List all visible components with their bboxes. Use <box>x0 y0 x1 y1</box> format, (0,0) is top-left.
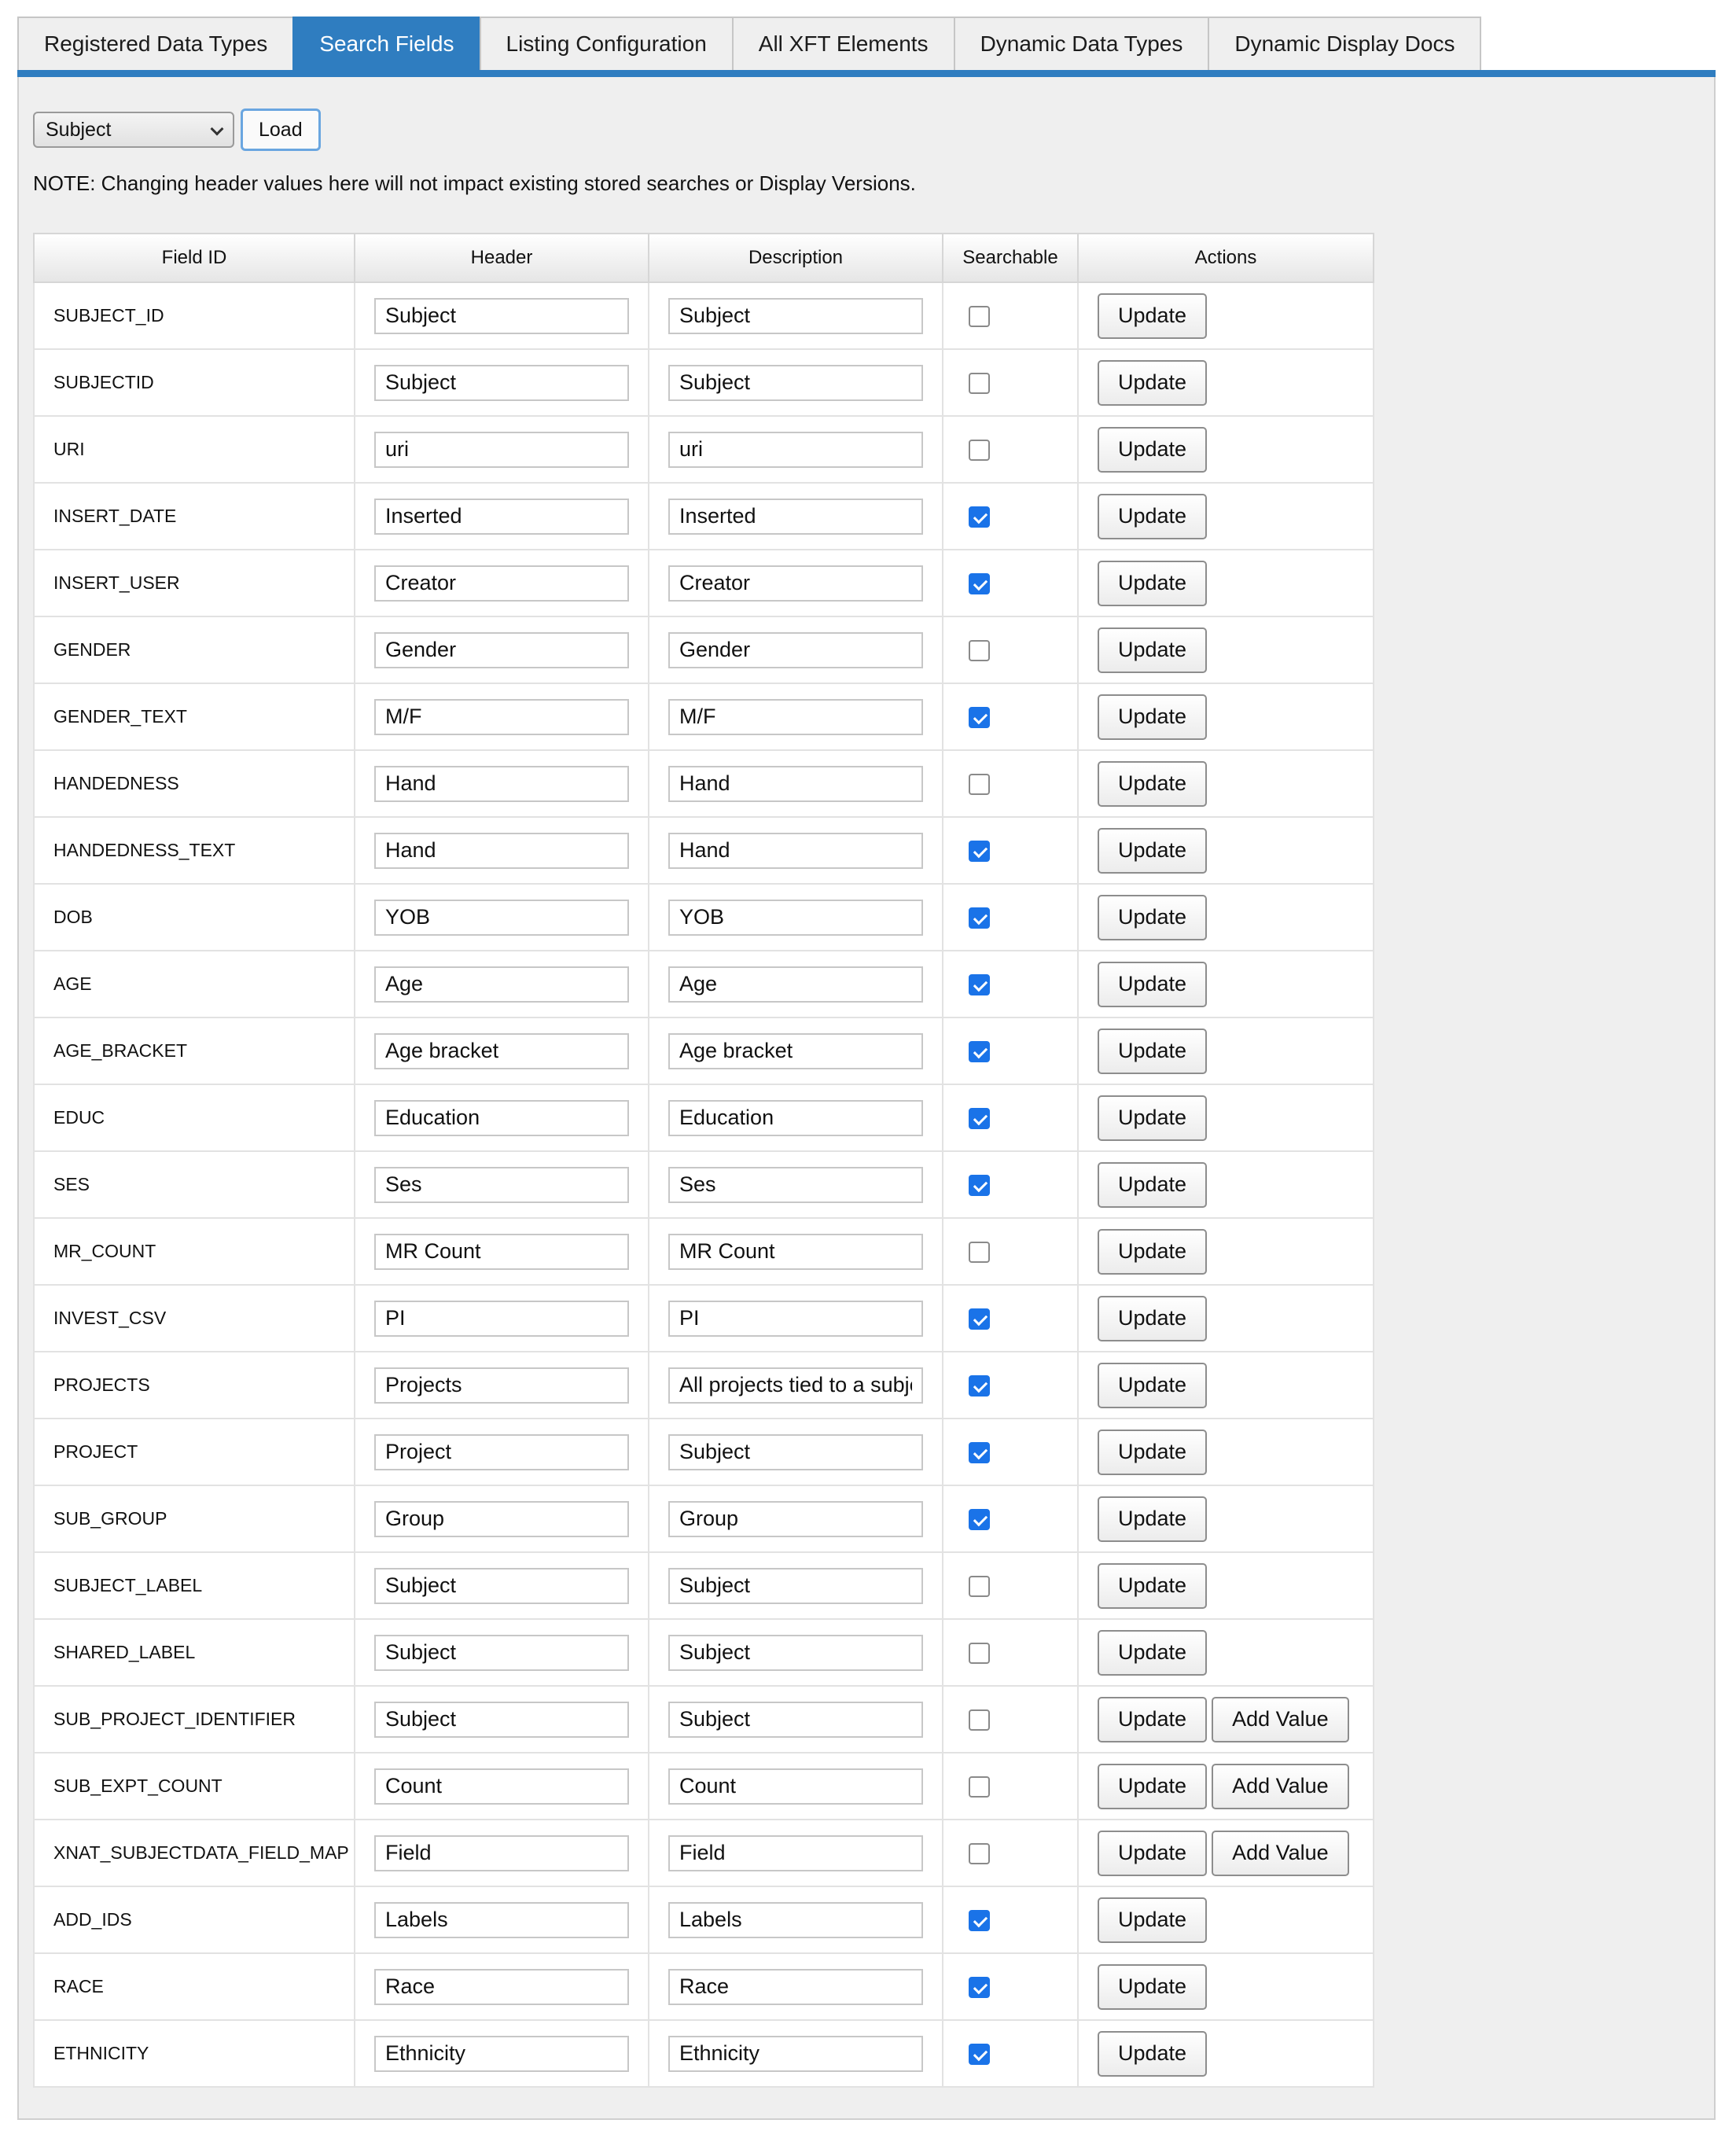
field-id-cell: GENDER_TEXT <box>34 683 355 750</box>
actions-cell <box>1078 683 1374 750</box>
searchable-cell <box>943 817 1078 884</box>
searchable-cell <box>943 1218 1078 1285</box>
description-input[interactable] <box>668 1568 923 1604</box>
description-cell <box>649 1686 943 1753</box>
header-input[interactable] <box>374 432 629 468</box>
searchable-cell <box>943 1953 1078 2020</box>
tab-search-fields[interactable]: Search Fields <box>292 17 480 70</box>
description-cell <box>649 1552 943 1619</box>
actions-cell <box>1078 282 1374 349</box>
searchable-checkbox[interactable] <box>969 1308 990 1330</box>
description-input[interactable] <box>668 1635 923 1671</box>
data-type-select-value: Subject <box>46 118 112 141</box>
description-cell <box>649 951 943 1017</box>
field-id-cell: MR_COUNT <box>34 1218 355 1285</box>
update-button[interactable]: Update <box>1098 561 1207 606</box>
header-input[interactable] <box>374 900 629 936</box>
field-id-cell: PROJECT <box>34 1419 355 1485</box>
searchable-cell <box>943 550 1078 616</box>
tab-registered-data-types[interactable]: Registered Data Types <box>17 17 294 70</box>
searchable-cell <box>943 1820 1078 1886</box>
header-cell <box>355 951 649 1017</box>
header-cell <box>355 817 649 884</box>
update-button[interactable]: Update <box>1098 1964 1207 2010</box>
actions-cell <box>1078 1017 1374 1084</box>
header-cell <box>355 1753 649 1820</box>
table-row <box>34 1352 1374 1419</box>
header-input[interactable] <box>374 365 629 401</box>
table-row <box>34 1084 1374 1151</box>
search-fields-panel <box>17 77 1716 2120</box>
update-button[interactable]: Update <box>1098 1563 1207 1609</box>
table-row <box>34 951 1374 1017</box>
header-input[interactable] <box>374 966 629 1003</box>
description-cell <box>649 1820 943 1886</box>
search-fields-table <box>33 233 1374 2088</box>
searchable-cell <box>943 1485 1078 1552</box>
header-cell <box>355 1485 649 1552</box>
searchable-checkbox[interactable] <box>969 1242 990 1263</box>
update-button[interactable]: Update <box>1098 895 1207 940</box>
searchable-cell <box>943 1619 1078 1686</box>
header-input[interactable] <box>374 1167 629 1203</box>
update-button[interactable]: Update <box>1098 1697 1207 1742</box>
description-cell <box>649 282 943 349</box>
field-id-cell: SUB_EXPT_COUNT <box>34 1753 355 1820</box>
table-row <box>34 282 1374 349</box>
field-id-cell: ADD_IDS <box>34 1886 355 1953</box>
actions-cell <box>1078 1753 1374 1820</box>
description-cell <box>649 750 943 817</box>
update-button[interactable]: Update <box>1098 1229 1207 1275</box>
searchable-checkbox[interactable] <box>969 506 990 528</box>
data-type-select[interactable] <box>33 112 234 148</box>
searchable-checkbox[interactable] <box>969 1643 990 1664</box>
table-row <box>34 1619 1374 1686</box>
table-row <box>34 1419 1374 1485</box>
description-input[interactable] <box>668 1902 923 1938</box>
update-button[interactable]: Update <box>1098 694 1207 740</box>
header-cell <box>355 1352 649 1419</box>
actions-cell <box>1078 1352 1374 1419</box>
field-id-cell: PROJECTS <box>34 1352 355 1419</box>
table-row <box>34 1953 1374 2020</box>
description-input[interactable] <box>668 1234 923 1270</box>
description-input[interactable] <box>668 565 923 602</box>
field-id-cell: SUB_PROJECT_IDENTIFIER <box>34 1686 355 1753</box>
actions-cell <box>1078 1285 1374 1352</box>
description-cell <box>649 683 943 750</box>
searchable-checkbox[interactable] <box>969 306 990 327</box>
description-input[interactable] <box>668 1100 923 1136</box>
field-id-cell: DOB <box>34 884 355 951</box>
field-id-cell: HANDEDNESS <box>34 750 355 817</box>
toolbar <box>33 109 321 151</box>
searchable-checkbox[interactable] <box>969 1442 990 1463</box>
header-cell <box>355 1820 649 1886</box>
column-header-field-id: Field ID <box>34 234 355 282</box>
searchable-checkbox[interactable] <box>969 1709 990 1731</box>
description-cell <box>649 1485 943 1552</box>
field-id-cell: AGE <box>34 951 355 1017</box>
update-button[interactable]: Update <box>1098 427 1207 473</box>
column-header-description: Description <box>649 234 943 282</box>
header-input[interactable] <box>374 1100 629 1136</box>
searchable-cell <box>943 2020 1078 2087</box>
header-input[interactable] <box>374 1568 629 1604</box>
header-cell <box>355 550 649 616</box>
actions-cell <box>1078 1485 1374 1552</box>
searchable-checkbox[interactable] <box>969 440 990 461</box>
actions-cell <box>1078 1953 1374 2020</box>
column-header-searchable: Searchable <box>943 234 1078 282</box>
actions-cell <box>1078 884 1374 951</box>
header-input[interactable] <box>374 565 629 602</box>
description-cell <box>649 1285 943 1352</box>
header-input[interactable] <box>374 1301 629 1337</box>
description-cell <box>649 817 943 884</box>
table-row <box>34 1485 1374 1552</box>
field-id-cell: INSERT_DATE <box>34 483 355 550</box>
actions-cell <box>1078 550 1374 616</box>
header-cell <box>355 1686 649 1753</box>
searchable-cell <box>943 1686 1078 1753</box>
header-input[interactable] <box>374 298 629 334</box>
searchable-cell <box>943 750 1078 817</box>
description-input[interactable] <box>668 1969 923 2005</box>
field-id-cell: ETHNICITY <box>34 2020 355 2087</box>
header-cell <box>355 1953 649 2020</box>
searchable-cell <box>943 282 1078 349</box>
chevron-down-icon <box>211 123 224 136</box>
update-button[interactable]: Update <box>1098 1496 1207 1542</box>
header-cell <box>355 884 649 951</box>
update-button[interactable]: Update <box>1098 2031 1207 2077</box>
update-button[interactable]: Update <box>1098 761 1207 807</box>
table-row <box>34 616 1374 683</box>
searchable-cell <box>943 483 1078 550</box>
description-input[interactable] <box>668 1167 923 1203</box>
actions-cell <box>1078 1419 1374 1485</box>
tab-bar <box>17 17 1480 70</box>
note-text: NOTE: Changing header values here will not impact existing stored searches or Display Versions. <box>33 171 916 195</box>
actions-cell <box>1078 817 1374 884</box>
searchable-cell <box>943 1753 1078 1820</box>
description-cell <box>649 1151 943 1218</box>
header-cell <box>355 349 649 416</box>
table-row <box>34 1151 1374 1218</box>
table-row <box>34 884 1374 951</box>
table-row <box>34 483 1374 550</box>
description-cell <box>649 416 943 483</box>
table-row <box>34 349 1374 416</box>
description-input[interactable] <box>668 966 923 1003</box>
searchable-checkbox[interactable] <box>969 907 990 929</box>
add-value-button[interactable]: Add Value <box>1212 1831 1349 1876</box>
searchable-checkbox[interactable] <box>969 1175 990 1196</box>
header-cell <box>355 1285 649 1352</box>
field-id-cell: EDUC <box>34 1084 355 1151</box>
searchable-checkbox[interactable] <box>969 1041 990 1062</box>
field-id-cell: XNAT_SUBJECTDATA_FIELD_MAP <box>34 1820 355 1886</box>
table-row <box>34 750 1374 817</box>
header-input[interactable] <box>374 1234 629 1270</box>
searchable-checkbox[interactable] <box>969 1776 990 1798</box>
searchable-checkbox[interactable] <box>969 774 990 795</box>
field-id-cell: URI <box>34 416 355 483</box>
description-cell <box>649 1352 943 1419</box>
header-input[interactable] <box>374 2036 629 2072</box>
description-input[interactable] <box>668 1702 923 1738</box>
update-button[interactable]: Update <box>1098 1430 1207 1475</box>
description-cell <box>649 616 943 683</box>
description-cell <box>649 1084 943 1151</box>
searchable-cell <box>943 683 1078 750</box>
actions-cell <box>1078 1218 1374 1285</box>
searchable-checkbox[interactable] <box>969 1977 990 1998</box>
table-row <box>34 416 1374 483</box>
header-input[interactable] <box>374 766 629 802</box>
header-cell <box>355 1151 649 1218</box>
actions-cell <box>1078 349 1374 416</box>
description-input[interactable] <box>668 699 923 735</box>
tab-all-xft-elements[interactable]: All XFT Elements <box>732 17 955 70</box>
searchable-cell <box>943 616 1078 683</box>
header-input[interactable] <box>374 1635 629 1671</box>
update-button[interactable]: Update <box>1098 1095 1207 1141</box>
description-cell <box>649 1953 943 2020</box>
description-cell <box>649 1419 943 1485</box>
column-header-header: Header <box>355 234 649 282</box>
field-id-cell: AGE_BRACKET <box>34 1017 355 1084</box>
header-input[interactable] <box>374 833 629 869</box>
header-input[interactable] <box>374 1434 629 1470</box>
description-input[interactable] <box>668 1434 923 1470</box>
description-input[interactable] <box>668 766 923 802</box>
header-cell <box>355 483 649 550</box>
actions-cell <box>1078 483 1374 550</box>
header-input[interactable] <box>374 699 629 735</box>
searchable-cell <box>943 349 1078 416</box>
searchable-checkbox[interactable] <box>969 1375 990 1397</box>
description-input[interactable] <box>668 2036 923 2072</box>
header-input[interactable] <box>374 632 629 668</box>
update-button[interactable]: Update <box>1098 360 1207 406</box>
searchable-cell <box>943 1886 1078 1953</box>
searchable-cell <box>943 1084 1078 1151</box>
description-cell <box>649 483 943 550</box>
table-row <box>34 1753 1374 1820</box>
header-cell <box>355 2020 649 2087</box>
field-id-cell: HANDEDNESS_TEXT <box>34 817 355 884</box>
update-button[interactable]: Update <box>1098 1296 1207 1341</box>
searchable-checkbox[interactable] <box>969 1910 990 1931</box>
field-id-cell: SUB_GROUP <box>34 1485 355 1552</box>
searchable-checkbox[interactable] <box>969 974 990 995</box>
header-input[interactable] <box>374 1702 629 1738</box>
header-cell <box>355 750 649 817</box>
table-row <box>34 2020 1374 2087</box>
header-cell <box>355 1084 649 1151</box>
actions-cell <box>1078 1552 1374 1619</box>
description-input[interactable] <box>668 833 923 869</box>
table-row <box>34 1820 1374 1886</box>
description-input[interactable] <box>668 1301 923 1337</box>
description-cell <box>649 1619 943 1686</box>
description-cell <box>649 1886 943 1953</box>
description-cell <box>649 349 943 416</box>
description-input[interactable] <box>668 1835 923 1871</box>
description-cell <box>649 2020 943 2087</box>
field-id-cell: INSERT_USER <box>34 550 355 616</box>
header-input[interactable] <box>374 1768 629 1805</box>
searchable-checkbox[interactable] <box>969 1576 990 1597</box>
tab-dynamic-data-types[interactable]: Dynamic Data Types <box>954 17 1210 70</box>
field-id-cell: SHARED_LABEL <box>34 1619 355 1686</box>
description-input[interactable] <box>668 1768 923 1805</box>
actions-cell <box>1078 416 1374 483</box>
description-input[interactable] <box>668 1367 923 1404</box>
actions-cell <box>1078 1686 1374 1753</box>
tab-underline <box>17 70 1716 77</box>
searchable-cell <box>943 1151 1078 1218</box>
table-header-row <box>34 234 1374 282</box>
header-cell <box>355 1419 649 1485</box>
description-input[interactable] <box>668 1501 923 1537</box>
actions-cell <box>1078 1084 1374 1151</box>
searchable-checkbox[interactable] <box>969 2044 990 2065</box>
searchable-checkbox[interactable] <box>969 373 990 394</box>
header-input[interactable] <box>374 1835 629 1871</box>
searchable-checkbox[interactable] <box>969 841 990 862</box>
description-cell <box>649 1218 943 1285</box>
load-button[interactable]: Load <box>241 109 321 151</box>
update-button[interactable]: Update <box>1098 828 1207 874</box>
update-button[interactable]: Update <box>1098 1831 1207 1876</box>
searchable-cell <box>943 416 1078 483</box>
table-row <box>34 550 1374 616</box>
update-button[interactable]: Update <box>1098 1363 1207 1408</box>
actions-cell <box>1078 1151 1374 1218</box>
searchable-cell <box>943 1285 1078 1352</box>
description-input[interactable] <box>668 432 923 468</box>
description-input[interactable] <box>668 499 923 535</box>
searchable-checkbox[interactable] <box>969 573 990 594</box>
header-cell <box>355 1552 649 1619</box>
searchable-cell <box>943 884 1078 951</box>
description-cell <box>649 884 943 951</box>
searchable-cell <box>943 1552 1078 1619</box>
field-id-cell: SES <box>34 1151 355 1218</box>
actions-cell <box>1078 616 1374 683</box>
header-cell <box>355 683 649 750</box>
tab-listing-configuration[interactable]: Listing Configuration <box>480 17 734 70</box>
header-cell <box>355 282 649 349</box>
actions-cell <box>1078 2020 1374 2087</box>
table-row <box>34 1017 1374 1084</box>
header-cell <box>355 1619 649 1686</box>
actions-cell <box>1078 1886 1374 1953</box>
description-input[interactable] <box>668 900 923 936</box>
update-button[interactable]: Update <box>1098 1029 1207 1074</box>
description-input[interactable] <box>668 632 923 668</box>
table-row <box>34 1285 1374 1352</box>
header-cell <box>355 616 649 683</box>
header-cell <box>355 416 649 483</box>
searchable-checkbox[interactable] <box>969 1843 990 1864</box>
searchable-checkbox[interactable] <box>969 707 990 728</box>
add-value-button[interactable]: Add Value <box>1212 1697 1349 1742</box>
header-input[interactable] <box>374 1501 629 1537</box>
header-input[interactable] <box>374 1033 629 1069</box>
actions-cell <box>1078 1820 1374 1886</box>
header-input[interactable] <box>374 1902 629 1938</box>
searchable-cell <box>943 1017 1078 1084</box>
header-cell <box>355 1218 649 1285</box>
description-input[interactable] <box>668 365 923 401</box>
update-button[interactable]: Update <box>1098 962 1207 1007</box>
header-cell <box>355 1886 649 1953</box>
table-row <box>34 683 1374 750</box>
update-button[interactable]: Update <box>1098 293 1207 339</box>
column-header-actions: Actions <box>1078 234 1374 282</box>
description-cell <box>649 550 943 616</box>
table-row <box>34 1552 1374 1619</box>
table-row <box>34 1218 1374 1285</box>
table-row <box>34 1686 1374 1753</box>
description-cell <box>649 1753 943 1820</box>
table-row <box>34 817 1374 884</box>
update-button[interactable]: Update <box>1098 1630 1207 1676</box>
searchable-cell <box>943 1419 1078 1485</box>
description-input[interactable] <box>668 298 923 334</box>
add-value-button[interactable]: Add Value <box>1212 1764 1349 1809</box>
field-id-cell: GENDER <box>34 616 355 683</box>
update-button[interactable]: Update <box>1098 1764 1207 1809</box>
searchable-cell <box>943 951 1078 1017</box>
header-input[interactable] <box>374 499 629 535</box>
searchable-cell <box>943 1352 1078 1419</box>
field-id-cell: SUBJECTID <box>34 349 355 416</box>
field-id-cell: SUBJECT_LABEL <box>34 1552 355 1619</box>
actions-cell <box>1078 750 1374 817</box>
update-button[interactable]: Update <box>1098 1897 1207 1943</box>
description-cell <box>649 1017 943 1084</box>
actions-cell <box>1078 1619 1374 1686</box>
searchable-checkbox[interactable] <box>969 640 990 661</box>
field-id-cell: RACE <box>34 1953 355 2020</box>
searchable-checkbox[interactable] <box>969 1108 990 1129</box>
update-button[interactable]: Update <box>1098 1162 1207 1208</box>
actions-cell <box>1078 951 1374 1017</box>
field-id-cell: INVEST_CSV <box>34 1285 355 1352</box>
header-cell <box>355 1017 649 1084</box>
field-id-cell: SUBJECT_ID <box>34 282 355 349</box>
header-input[interactable] <box>374 1969 629 2005</box>
update-button[interactable]: Update <box>1098 494 1207 539</box>
description-input[interactable] <box>668 1033 923 1069</box>
tab-dynamic-display-docs[interactable]: Dynamic Display Docs <box>1208 17 1481 70</box>
searchable-checkbox[interactable] <box>969 1509 990 1530</box>
update-button[interactable]: Update <box>1098 627 1207 673</box>
table-row <box>34 1886 1374 1953</box>
header-input[interactable] <box>374 1367 629 1404</box>
